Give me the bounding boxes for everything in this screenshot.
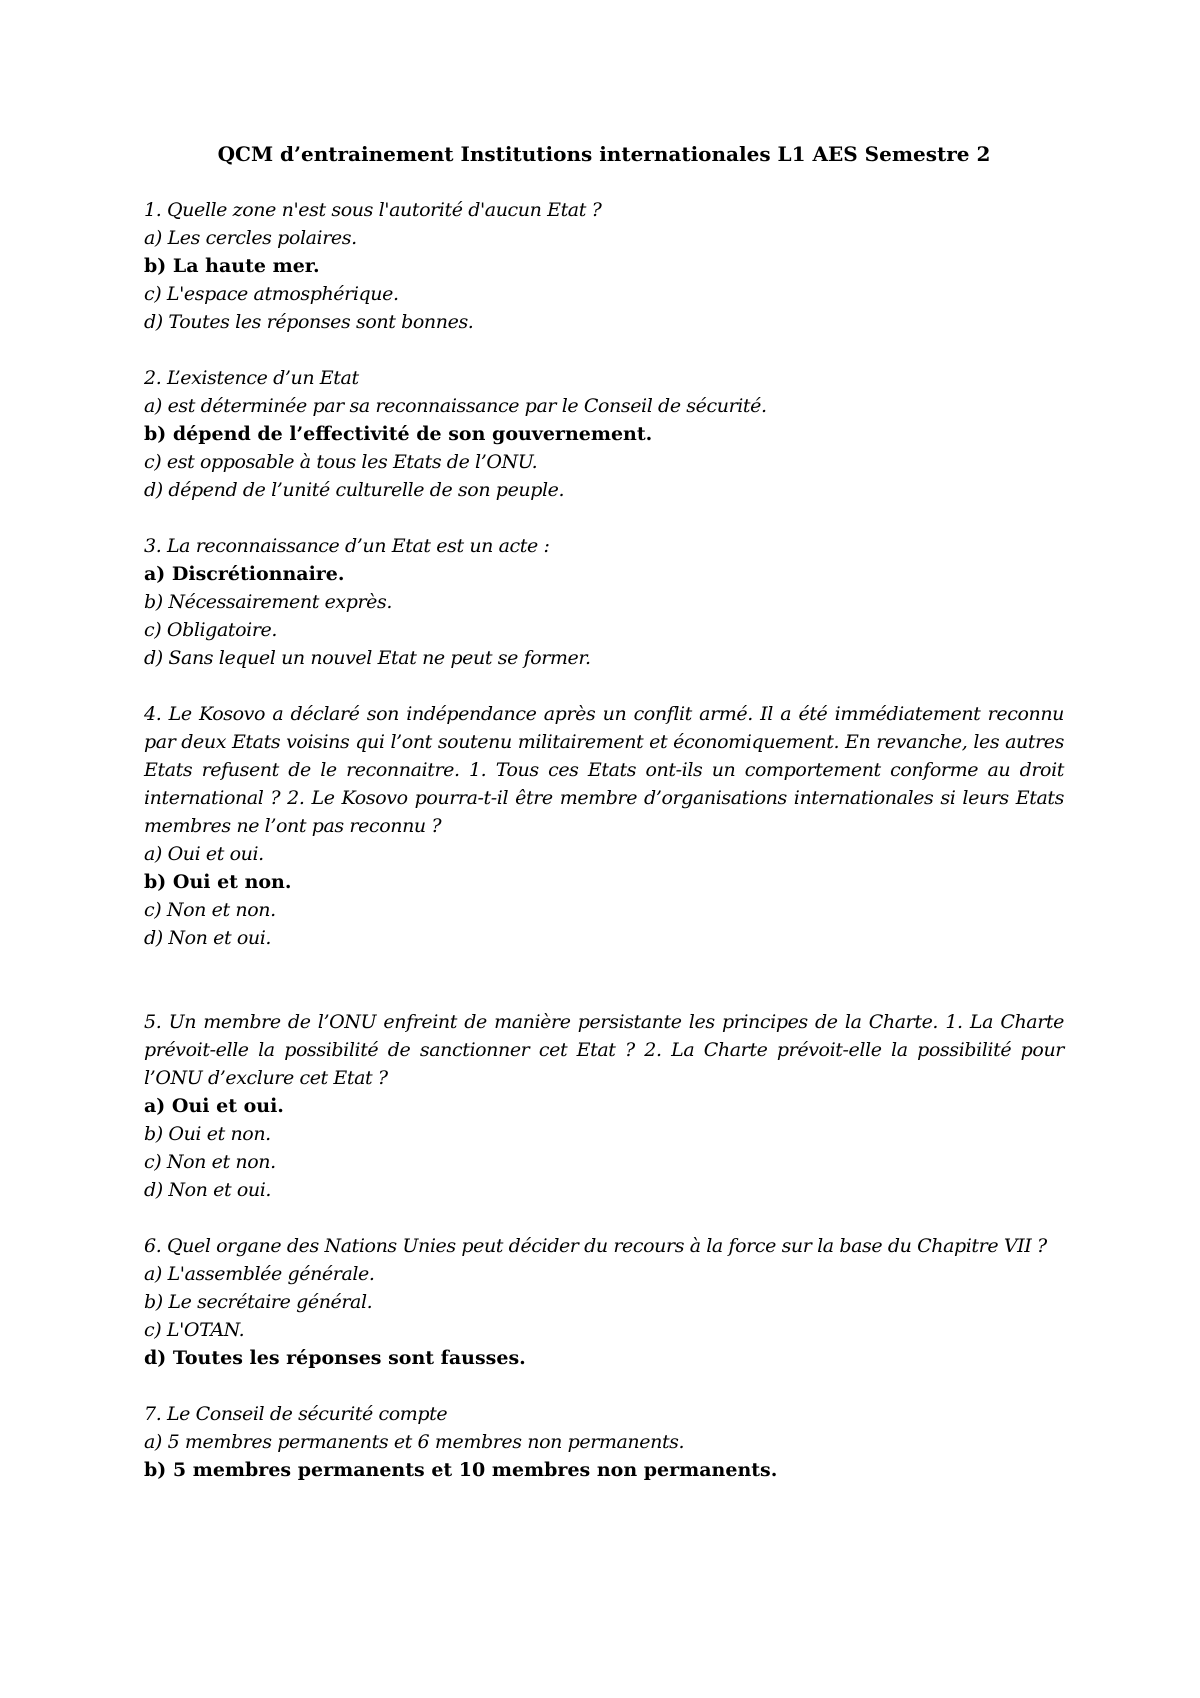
option-a-correct: a) Oui et oui. bbox=[144, 1095, 284, 1117]
question-5 bbox=[144, 1008, 1064, 1204]
option-a: a) L'assemblée générale. bbox=[144, 1263, 375, 1285]
option-d: d) Toutes les réponses sont bonnes. bbox=[144, 311, 474, 333]
question-text: 3. La reconnaissance d’un Etat est un acte : bbox=[144, 535, 550, 557]
option-b: b) Nécessairement exprès. bbox=[144, 591, 393, 613]
document-page bbox=[144, 140, 1064, 1484]
question-text: 4. Le Kosovo a déclaré son indépendance après un conflit armé. Il a été immédiatement reconnu par deux Etats voisins qui l’ont soutenu militairement et économiquement. En revanche, les autres Etats refusent de le reconnaitre. 1. Tous ces Etats ont-ils un comportement conforme au droit international ? 2. Le Kosovo pourra-t-il être membre d’organisations internationales si leurs Etats membres ne l’ont pas reconnu ? bbox=[144, 703, 1064, 837]
option-c: c) Non et non. bbox=[144, 1151, 276, 1173]
question-3 bbox=[144, 532, 1064, 672]
spacer bbox=[144, 952, 1064, 1008]
question-6 bbox=[144, 1232, 1064, 1372]
spacer bbox=[144, 1204, 1064, 1232]
option-c: c) Non et non. bbox=[144, 899, 276, 921]
question-7 bbox=[144, 1400, 1064, 1484]
option-d: d) dépend de l’unité culturelle de son peuple. bbox=[144, 479, 565, 501]
spacer bbox=[144, 336, 1064, 364]
option-c: c) L'espace atmosphérique. bbox=[144, 283, 399, 305]
question-text: 5. Un membre de l’ONU enfreint de manière persistante les principes de la Charte. 1. La Charte prévoit-elle la possibilité de sanctionner cet Etat ? 2. La Charte prévoit-elle la possibilité pour l’ONU d’exclure cet Etat ? bbox=[144, 1011, 1064, 1089]
option-a: a) est déterminée par sa reconnaissance par le Conseil de sécurité. bbox=[144, 395, 767, 417]
option-b: b) Le secrétaire général. bbox=[144, 1291, 373, 1313]
option-b-correct: b) La haute mer. bbox=[144, 255, 320, 277]
option-a: a) Oui et oui. bbox=[144, 843, 264, 865]
spacer bbox=[144, 672, 1064, 700]
option-b-correct: b) Oui et non. bbox=[144, 871, 292, 893]
option-d: d) Non et oui. bbox=[144, 1179, 272, 1201]
option-a: a) 5 membres permanents et 6 membres non permanents. bbox=[144, 1431, 685, 1453]
spacer bbox=[144, 504, 1064, 532]
option-c: c) L'OTAN. bbox=[144, 1319, 245, 1341]
question-4 bbox=[144, 700, 1064, 952]
option-b: b) Oui et non. bbox=[144, 1123, 271, 1145]
option-d-correct: d) Toutes les réponses sont fausses. bbox=[144, 1347, 526, 1369]
question-text: 1. Quelle zone n'est sous l'autorité d'aucun Etat ? bbox=[144, 199, 602, 221]
option-d: d) Sans lequel un nouvel Etat ne peut se former. bbox=[144, 647, 591, 669]
document-title: QCM d’entrainement Institutions internationales L1 AES Semestre 2 bbox=[217, 142, 991, 166]
option-a: a) Les cercles polaires. bbox=[144, 227, 357, 249]
question-1 bbox=[144, 196, 1064, 336]
spacer bbox=[144, 1372, 1064, 1400]
question-text: 2. L’existence d’un Etat bbox=[144, 367, 359, 389]
option-a-correct: a) Discrétionnaire. bbox=[144, 563, 345, 585]
option-d: d) Non et oui. bbox=[144, 927, 272, 949]
option-c: c) est opposable à tous les Etats de l’ONU. bbox=[144, 451, 538, 473]
option-b-correct: b) 5 membres permanents et 10 membres non permanents. bbox=[144, 1459, 778, 1481]
question-text: 6. Quel organe des Nations Unies peut décider du recours à la force sur la base du Chapitre VII ? bbox=[144, 1235, 1047, 1257]
option-c: c) Obligatoire. bbox=[144, 619, 277, 641]
option-b-correct: b) dépend de l’effectivité de son gouvernement. bbox=[144, 423, 653, 445]
question-text: 7. Le Conseil de sécurité compte bbox=[144, 1403, 448, 1425]
question-2 bbox=[144, 364, 1064, 504]
